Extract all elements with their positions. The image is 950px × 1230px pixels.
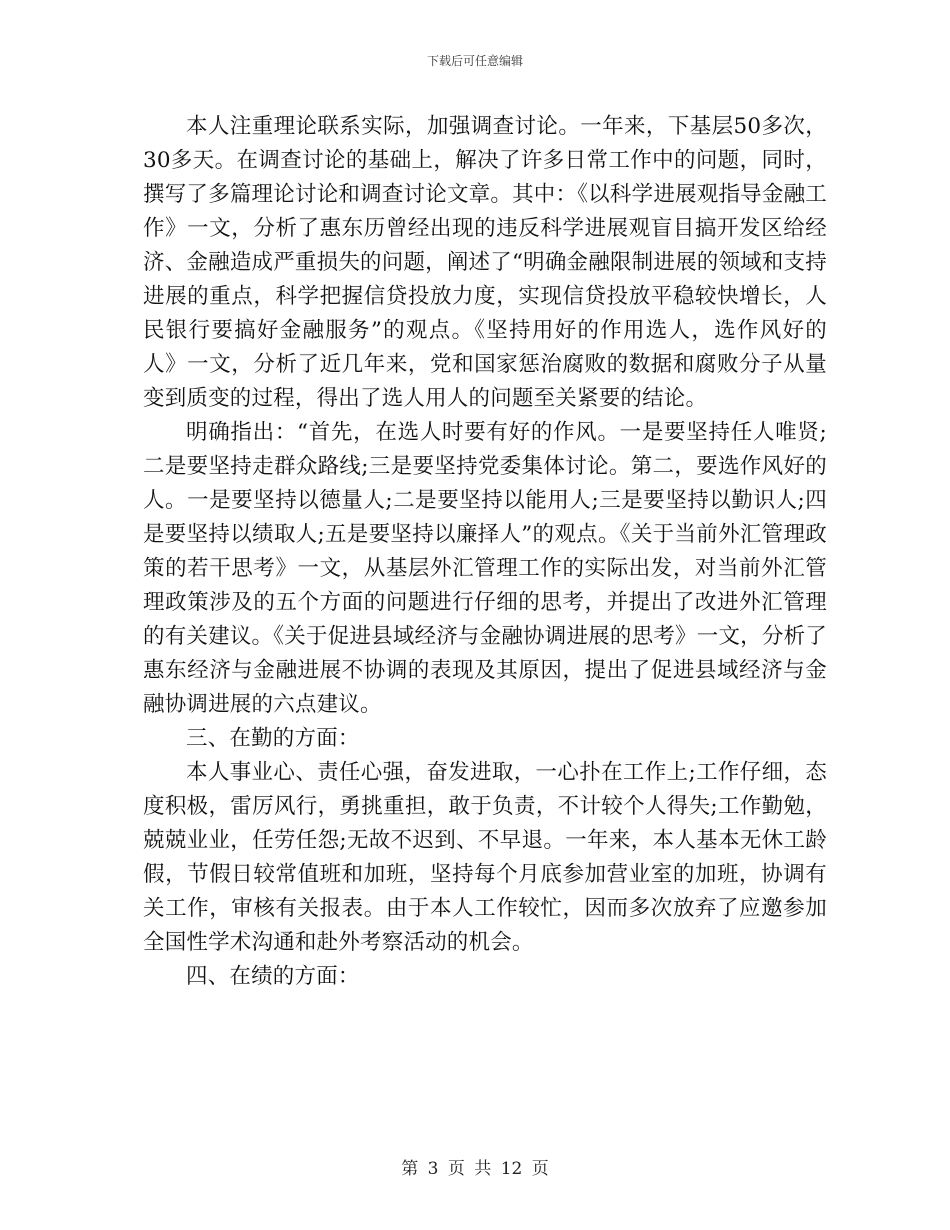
page-header: 下载后可任意编辑	[426, 54, 523, 68]
paragraph-research: 本人注重理论联系实际，加强调查讨论。一年来，下基层50多次，30多天。在调查讨论的基础上，解决了许多日常工作中的问题，同时，撰写了多篇理论讨论和调查讨论文章。其中：《以科学进展观指导金融工作》一文，分析了惠东历曾经出现的违反科学进展观盲目搞开发区给经济、金融造成严重损失的问题，阐述了“明确金融限制进展的领域和支持进展的重点，科学把握信贷投放力度，实现信贷投放平稳较快增长，人民银行要搞好金融服务”的观点。《坚持用好的作用选人，选作风好的人》一文，分析了近几年来，党和国家惩治腐败的数据和腐败分子从量变到质变的过程，得出了选人用人的问题至关紧要的结论。	[143, 114, 827, 411]
page-number: 第 3 页 共 12 页	[401, 1159, 549, 1179]
paragraph-selection: 明确指出：“首先，在选人时要有好的作风。一是要坚持任人唯贤;二是要坚持走群众路线;三是要坚持党委集体讨论。第二，要选作风好的人。一是要坚持以德量人;二是要坚持以能用人;三是要坚持以勤识人;四是要坚持以绩取人;五是要坚持以廉择人”的观点。《关于当前外汇管理政策的若干思考》一文，从基层外汇管理工作的实际出发，对当前外汇管理政策涉及的五个方面的问题进行仔细的思考，并提出了改进外汇管理的有关建议。《关于促进县域经济与金融协调进展的思考》一文，分析了惠东经济与金融进展不协调的表现及其原因，提出了促进县域经济与金融协调进展的六点建议。	[143, 420, 827, 717]
section-heading-performance: 四、在绩的方面：	[186, 964, 360, 989]
section-heading-diligence: 三、在勤的方面：	[186, 726, 360, 751]
paragraph-diligence: 本人事业心、责任心强，奋发进取，一心扑在工作上;工作仔细，态度积极，雷厉风行，勇挑重担，敢于负责，不计较个人得失;工作勤勉，兢兢业业，任劳任怨;无故不迟到、不早退。一年来，本人基本无休工龄假，节假日较常值班和加班，坚持每个月底参加营业室的加班，协调有关工作，审核有关报表。由于本人工作较忙，因而多次放弃了应邀参加全国性学术沟通和赴外考察活动的机会。	[143, 760, 827, 955]
document-body	[143, 110, 827, 994]
